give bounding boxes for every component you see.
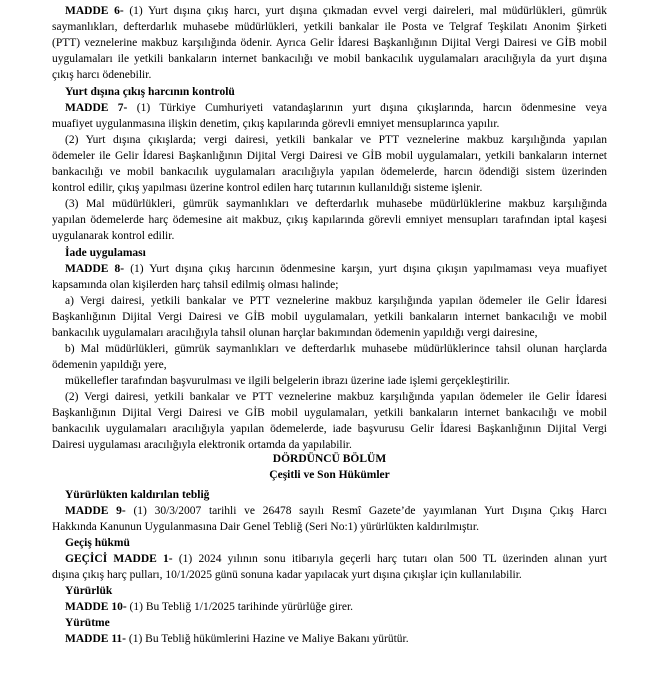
text-line: (PTT) veznelerine makbuz karşılığında ödenir. Ayrıca Gelir İdaresi Başkanlığının Dijital Vergi Dairesi ve GİB mobil (52, 37, 607, 49)
text-line: b) Mal müdürlükleri, gümrük saymanlıkları ve defterdarlık muhasebe müdürlüklerince tahsil olunan harçlarda (65, 343, 607, 355)
text-line: uygulanarak kontrol edilir. (52, 230, 175, 242)
text-line: GEÇİCİ MADDE 1- (1) 2024 yılının sonu itibarıyla geçerli harç tutarı olan 500 TL üzerinden alınan yurt (65, 553, 607, 565)
text-line: uygulamaları ile yetkili bankaların internet bankacılığı ve mobil bankacılık uygulamaları aracılığıyla da yurt dışına (52, 53, 607, 65)
text-line: (3) Mal müdürlükleri, gümrük saymanlıkları ve defterdarlık muhasebe müdürlüklerine makbuz karşılığında (65, 198, 607, 210)
text-line: MADDE 9- (1) 30/3/2007 tarihli ve 26478 sayılı Resmî Gazete’de yayımlanan Yurt Dışına Çıkış Harcı (65, 505, 607, 517)
section-heading: Yurt dışına çıkış harcının kontrolü (65, 86, 235, 98)
text-line: mükellefler tarafından başvurulması ve ilgili belgelerin ibrazı üzerine iade işlemi gerçekleştirilir. (65, 375, 510, 387)
text-line: çıkış harcı ödenebilir. (52, 69, 152, 81)
text-line: Başkanlığının Dijital Vergi Dairesi ve GİB mobil uygulamaları, yetkili bankaların internet bankacılığı ve mobil (52, 311, 607, 323)
text-line: a) Vergi dairesi, yetkili bankalar ve PTT veznelerine makbuz karşılığında yapılan ödemeler ile Gelir İdaresi (65, 295, 607, 307)
section-heading: Geçiş hükmü (65, 537, 130, 549)
text-line: ödemeler ile Gelir İdaresi Başkanlığının Dijital Vergi Dairesi ve GİB mobil uygulamaları, yetkili bankaların internet (52, 150, 607, 162)
section-heading: Yürütme (65, 617, 110, 629)
text-line: muafiyet uygulanmasına ilişkin denetim, çıkış kapılarında görevli emniyet mensuplarınca yapılır. (52, 118, 500, 130)
section-heading: Yürürlükten kaldırılan tebliğ (65, 489, 210, 501)
text-line: dışına çıkış harç pulları, 10/1/2025 günü sonuna kadar yapılacak yurt dışına çıkışlar için kullanılabilir. (52, 569, 522, 581)
text-line: (2) Yurt dışına çıkışlarda; vergi dairesi, yetkili bankalar ve PTT veznelerine makbuz karşılığında yapılan (65, 134, 607, 146)
chapter-subtitle: Çeşitli ve Son Hükümler (269, 469, 390, 481)
section-heading: İade uygulaması (65, 247, 146, 259)
text-line: MADDE 10- (1) Bu Tebliğ 1/1/2025 tarihinde yürürlüğe girer. (65, 601, 354, 613)
text-line: MADDE 6- (1) Yurt dışına çıkış harcı, yurt dışına çıkmadan evvel vergi daireleri, mal müdürlükleri, gümrük (65, 5, 607, 17)
text-line: Başkanlığının Dijital Vergi Dairesi ve GİB mobil uygulamaları, yetkili bankaların internet bankacılığı ve mobil (52, 407, 607, 419)
text-line: bankacılık uygulamaları aracılığıyla tahsil olunan harçlar bakımından ödemenin yapıldığı vergi dairesine, (52, 327, 538, 339)
text-line: bankacılık uygulamaları aracılığıyla yapılan ödemelerde, iade başvurusu Gelir İdaresi Başkanlığının Dijital Vergi (52, 423, 607, 435)
text-line: MADDE 7- (1) Türkiye Cumhuriyeti vatandaşlarının yurt dışına çıkışlarında, harcın ödenmesine veya (65, 102, 607, 114)
text-line: Dairesi uygulaması aracılığıyla elektronik ortamda da yapılabilir. (52, 439, 352, 451)
text-line: Hakkında Kanunun Uygulanmasına Dair Genel Tebliğ (Seri No:1) yürürlükten kaldırılmıştır. (52, 521, 479, 533)
text-line: kapsamında olan kişilerden harç tahsil edilmiş olması halinde; (52, 279, 339, 291)
text-line: kontrol edilir, çıkış yapılması üzerine kontrol edilen harç tutarının kullanıldığı sisteme işlenir. (52, 182, 483, 194)
text-line: saymanlıkları, defterdarlık muhasebe müdürlükleri, yetkili bankalar ile Posta ve Telgraf Teşkilatı Anonim Şirketi (52, 21, 607, 33)
text-line: MADDE 11- (1) Bu Tebliğ hükümlerini Hazine ve Maliye Bakanı yürütür. (65, 633, 409, 645)
chapter-title: DÖRDÜNCÜ BÖLÜM (272, 453, 387, 465)
section-heading: Yürürlük (65, 585, 113, 597)
text-line: MADDE 8- (1) Yurt dışına çıkış harcının ödenmesine karşın, yurt dışına çıkışın yapılmaması veya muafiyet (65, 263, 607, 275)
text-line: yapılan ödemelerde harç ödemesine ait makbuz, çıkış kapılarında görevli emniyet mensupları tarafından iptal kaşesi (52, 214, 607, 226)
text-line: ödemenin yapıldığı yere, (52, 359, 167, 371)
text-line: bankacılığı ve mobil bankacılık uygulamaları aracılığıyla yapılan ödemelerde, harcın ödendiği sistem üzerinden (52, 166, 607, 178)
text-line: (2) Vergi dairesi, yetkili bankalar ve PTT veznelerine makbuz karşılığında yapılan ödemeler ile Gelir İdaresi (65, 391, 607, 403)
